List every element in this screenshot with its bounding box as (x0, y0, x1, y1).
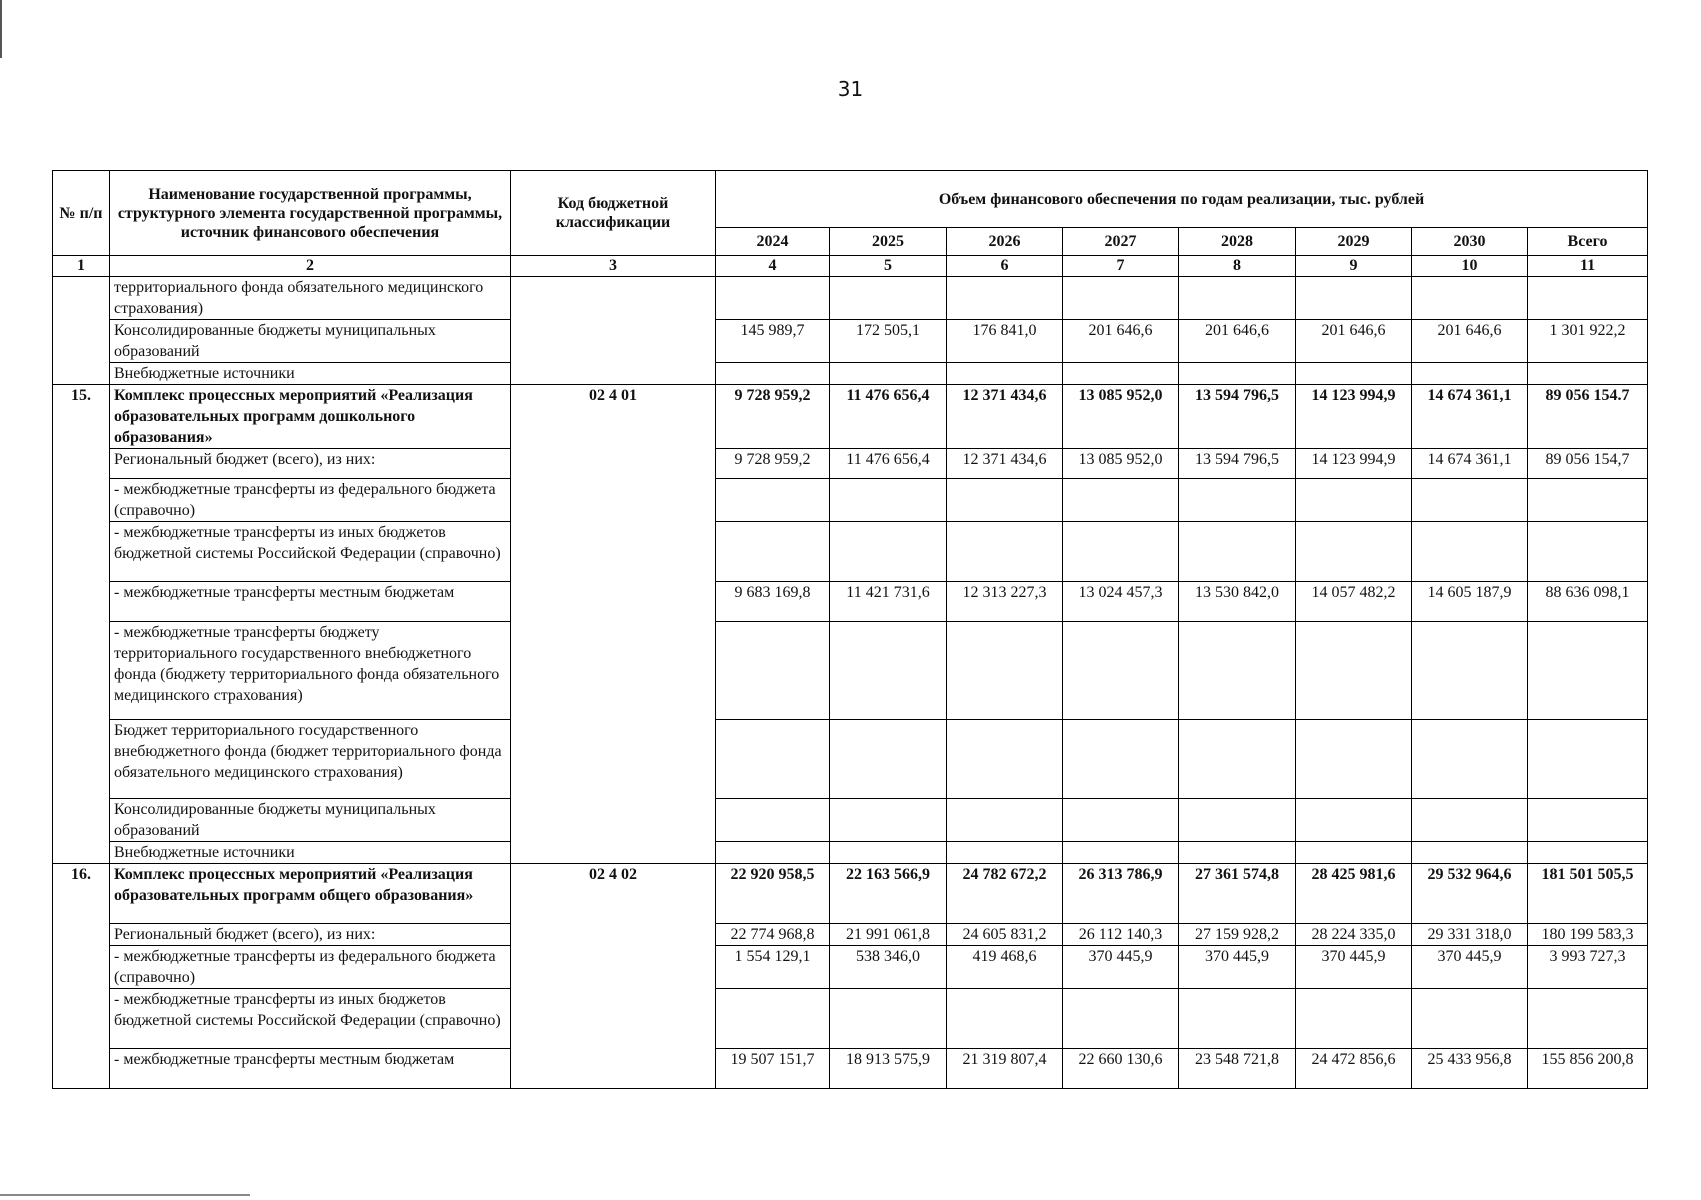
year-value-cell (947, 720, 1063, 799)
year-value-cell (830, 479, 947, 522)
column-number: 3 (511, 256, 716, 277)
year-value-cell: 14 674 361,1 (1412, 385, 1528, 449)
year-value-cell (1063, 989, 1179, 1049)
row-name: Региональный бюджет (всего), из них: (110, 449, 511, 479)
year-value-cell (1179, 479, 1296, 522)
table-row (53, 989, 1648, 1049)
year-value-cell (947, 363, 1063, 385)
year-value-cell (1296, 277, 1412, 320)
year-value-cell (1179, 989, 1296, 1049)
total-value-cell (1528, 842, 1648, 864)
header-year: 2025 (830, 228, 947, 256)
year-value-cell: 370 445,9 (1179, 946, 1296, 989)
year-value-cell (1296, 799, 1412, 842)
budget-code: 02 4 02 (511, 864, 716, 1089)
row-name: - межбюджетные трансферты из федерального бюджета (справочно) (110, 946, 511, 989)
year-value-cell: 12 313 227,3 (947, 582, 1063, 622)
year-value-cell: 24 605 831,2 (947, 924, 1063, 946)
year-value-cell: 11 421 731,6 (830, 582, 947, 622)
year-value-cell (947, 799, 1063, 842)
year-value-cell: 13 594 796,5 (1179, 385, 1296, 449)
total-value-cell (1528, 363, 1648, 385)
header-year: 2028 (1179, 228, 1296, 256)
year-value-cell (1296, 720, 1412, 799)
scan-edge-line (0, 0, 2, 58)
year-value-cell (1412, 522, 1528, 582)
year-value-cell: 201 646,6 (1412, 320, 1528, 363)
year-value-cell: 28 425 981,6 (1296, 864, 1412, 924)
table-body (53, 277, 1648, 1089)
year-value-cell (947, 989, 1063, 1049)
year-value-cell: 13 024 457,3 (1063, 582, 1179, 622)
column-number: 6 (947, 256, 1063, 277)
year-value-cell (947, 622, 1063, 720)
year-value-cell: 12 371 434,6 (947, 385, 1063, 449)
year-value-cell (830, 799, 947, 842)
row-name: Консолидированные бюджеты муниципальных образований (110, 799, 511, 842)
year-value-cell (1063, 522, 1179, 582)
year-value-cell (1179, 522, 1296, 582)
year-value-cell: 419 468,6 (947, 946, 1063, 989)
header-name: Наименование государственной программы, структурного элемента государственной программы, источник финансового обеспечения (110, 171, 511, 256)
row-name: Комплекс процессных мероприятий «Реализация образовательных программ дошкольного образования» (110, 385, 511, 449)
total-value-cell: 88 636 098,1 (1528, 582, 1648, 622)
row-name: Внебюджетные источники (110, 363, 511, 385)
year-value-cell (1296, 522, 1412, 582)
total-value-cell: 181 501 505,5 (1528, 864, 1648, 924)
year-value-cell: 24 472 856,6 (1296, 1049, 1412, 1089)
table-row (53, 582, 1648, 622)
year-value-cell: 25 433 956,8 (1412, 1049, 1528, 1089)
table-row (53, 320, 1648, 363)
year-value-cell (830, 363, 947, 385)
row-name: - межбюджетные трансферты из иных бюджетов бюджетной системы Российской Федерации (справочно) (110, 522, 511, 582)
total-value-cell (1528, 799, 1648, 842)
year-value-cell: 9 728 959,2 (716, 449, 830, 479)
header-total: Всего (1528, 228, 1648, 256)
year-value-cell (1179, 842, 1296, 864)
year-value-cell: 13 085 952,0 (1063, 449, 1179, 479)
row-number (53, 277, 110, 385)
year-value-cell (716, 479, 830, 522)
year-value-cell (830, 277, 947, 320)
year-value-cell (830, 522, 947, 582)
year-value-cell: 11 476 656,4 (830, 449, 947, 479)
budget-code (511, 277, 716, 385)
year-value-cell: 201 646,6 (1063, 320, 1179, 363)
year-value-cell (1412, 720, 1528, 799)
year-value-cell (1063, 277, 1179, 320)
year-value-cell: 14 123 994,9 (1296, 449, 1412, 479)
column-number: 1 (53, 256, 110, 277)
year-value-cell (1063, 842, 1179, 864)
column-number: 5 (830, 256, 947, 277)
row-name: территориального фонда обязательного медицинского страхования) (110, 277, 511, 320)
year-value-cell (1179, 720, 1296, 799)
year-value-cell (716, 522, 830, 582)
year-value-cell (716, 720, 830, 799)
year-value-cell (716, 277, 830, 320)
table-row (53, 522, 1648, 582)
column-number: 9 (1296, 256, 1412, 277)
year-value-cell (1296, 363, 1412, 385)
year-value-cell: 145 989,7 (716, 320, 830, 363)
total-value-cell (1528, 277, 1648, 320)
year-value-cell (1412, 363, 1528, 385)
row-name: Внебюджетные источники (110, 842, 511, 864)
row-name: Комплекс процессных мероприятий «Реализация образовательных программ общего образования» (110, 864, 511, 924)
total-value-cell: 3 993 727,3 (1528, 946, 1648, 989)
year-value-cell: 23 548 721,8 (1179, 1049, 1296, 1089)
year-value-cell: 201 646,6 (1296, 320, 1412, 363)
row-name: - межбюджетные трансферты местным бюджетам (110, 582, 511, 622)
total-value-cell: 180 199 583,3 (1528, 924, 1648, 946)
year-value-cell: 27 159 928,2 (1179, 924, 1296, 946)
row-number: 15. (53, 385, 110, 864)
table-row (53, 720, 1648, 799)
year-value-cell: 14 057 482,2 (1296, 582, 1412, 622)
row-name: - межбюджетные трансферты из федерального бюджета (справочно) (110, 479, 511, 522)
year-value-cell: 28 224 335,0 (1296, 924, 1412, 946)
table-row (53, 864, 1648, 924)
year-value-cell (1063, 479, 1179, 522)
year-value-cell: 21 319 807,4 (947, 1049, 1063, 1089)
year-value-cell: 18 913 575,9 (830, 1049, 947, 1089)
header-year: 2030 (1412, 228, 1528, 256)
year-value-cell: 22 774 968,8 (716, 924, 830, 946)
year-value-cell: 172 505,1 (830, 320, 947, 363)
row-number: 16. (53, 864, 110, 1089)
header-year: 2027 (1063, 228, 1179, 256)
total-value-cell: 89 056 154.7 (1528, 385, 1648, 449)
column-number: 4 (716, 256, 830, 277)
total-value-cell (1528, 989, 1648, 1049)
header-year: 2026 (947, 228, 1063, 256)
year-value-cell (830, 720, 947, 799)
column-number: 7 (1063, 256, 1179, 277)
table-row (53, 363, 1648, 385)
year-value-cell (1296, 989, 1412, 1049)
row-name: - межбюджетные трансферты местным бюджетам (110, 1049, 511, 1089)
year-value-cell (1179, 799, 1296, 842)
total-value-cell (1528, 522, 1648, 582)
year-value-cell: 14 674 361,1 (1412, 449, 1528, 479)
year-value-cell (716, 363, 830, 385)
row-name: - межбюджетные трансферты бюджету территориального государственного внебюджетного фонда (бюджету территориального фонда обязательного медицинского страхования) (110, 622, 511, 720)
year-value-cell (716, 989, 830, 1049)
table-row (53, 1049, 1648, 1089)
table-row (53, 622, 1648, 720)
year-value-cell (830, 622, 947, 720)
year-value-cell: 9 728 959,2 (716, 385, 830, 449)
row-name: - межбюджетные трансферты из иных бюджетов бюджетной системы Российской Федерации (справочно) (110, 989, 511, 1049)
year-value-cell (947, 277, 1063, 320)
year-value-cell: 370 445,9 (1296, 946, 1412, 989)
year-value-cell (1296, 622, 1412, 720)
year-value-cell: 26 313 786,9 (1063, 864, 1179, 924)
total-value-cell (1528, 479, 1648, 522)
year-value-cell: 538 346,0 (830, 946, 947, 989)
year-value-cell (1179, 622, 1296, 720)
year-value-cell (1296, 842, 1412, 864)
year-value-cell (1412, 479, 1528, 522)
year-value-cell (716, 842, 830, 864)
column-number: 11 (1528, 256, 1648, 277)
table-row (53, 842, 1648, 864)
year-value-cell: 22 920 958,5 (716, 864, 830, 924)
header-no: № п/п (53, 171, 110, 256)
year-value-cell: 24 782 672,2 (947, 864, 1063, 924)
total-value-cell (1528, 622, 1648, 720)
year-value-cell: 22 660 130,6 (1063, 1049, 1179, 1089)
table-row (53, 385, 1648, 449)
row-name: Региональный бюджет (всего), из них: (110, 924, 511, 946)
year-value-cell: 370 445,9 (1412, 946, 1528, 989)
total-value-cell (1528, 720, 1648, 799)
year-value-cell: 27 361 574,8 (1179, 864, 1296, 924)
year-value-cell (830, 989, 947, 1049)
year-value-cell: 9 683 169,8 (716, 582, 830, 622)
year-value-cell: 370 445,9 (1063, 946, 1179, 989)
year-value-cell: 13 530 842,0 (1179, 582, 1296, 622)
year-value-cell (1179, 363, 1296, 385)
column-number: 10 (1412, 256, 1528, 277)
column-number-row (53, 256, 1648, 277)
column-number: 8 (1179, 256, 1296, 277)
year-value-cell: 13 085 952,0 (1063, 385, 1179, 449)
year-value-cell: 29 532 964,6 (1412, 864, 1528, 924)
year-value-cell (947, 522, 1063, 582)
year-value-cell: 22 163 566,9 (830, 864, 947, 924)
year-value-cell (1412, 277, 1528, 320)
column-number: 2 (110, 256, 511, 277)
financing-table (52, 170, 1648, 1089)
header-year: 2029 (1296, 228, 1412, 256)
year-value-cell: 201 646,6 (1179, 320, 1296, 363)
row-name: Бюджет территориального государственного внебюджетного фонда (бюджет территориального фонда обязательного медицинского страхования) (110, 720, 511, 799)
year-value-cell (947, 842, 1063, 864)
year-value-cell: 1 554 129,1 (716, 946, 830, 989)
budget-code: 02 4 01 (511, 385, 716, 864)
table-row (53, 946, 1648, 989)
year-value-cell (716, 799, 830, 842)
total-value-cell: 1 301 922,2 (1528, 320, 1648, 363)
table-row (53, 924, 1648, 946)
year-value-cell: 14 605 187,9 (1412, 582, 1528, 622)
year-value-cell: 14 123 994,9 (1296, 385, 1412, 449)
year-value-cell (830, 842, 947, 864)
year-value-cell (1063, 622, 1179, 720)
year-value-cell: 11 476 656,4 (830, 385, 947, 449)
scan-edge-line (0, 1194, 250, 1196)
year-value-cell (1412, 799, 1528, 842)
year-value-cell (1063, 720, 1179, 799)
table-row (53, 449, 1648, 479)
total-value-cell: 89 056 154,7 (1528, 449, 1648, 479)
year-value-cell: 21 991 061,8 (830, 924, 947, 946)
year-value-cell (1412, 989, 1528, 1049)
year-value-cell (716, 622, 830, 720)
header-code: Код бюджетной классификации (511, 171, 716, 256)
year-value-cell: 19 507 151,7 (716, 1049, 830, 1089)
year-value-cell (1179, 277, 1296, 320)
year-value-cell (1063, 799, 1179, 842)
year-value-cell: 12 371 434,6 (947, 449, 1063, 479)
total-value-cell: 155 856 200,8 (1528, 1049, 1648, 1089)
year-value-cell (1063, 363, 1179, 385)
table-row (53, 799, 1648, 842)
header-year: 2024 (716, 228, 830, 256)
page-number: 31 (837, 77, 864, 101)
header-volume: Объем финансового обеспечения по годам реализации, тыс. рублей (716, 171, 1648, 228)
year-value-cell: 26 112 140,3 (1063, 924, 1179, 946)
year-value-cell (1412, 842, 1528, 864)
year-value-cell (1296, 479, 1412, 522)
year-value-cell: 13 594 796,5 (1179, 449, 1296, 479)
year-value-cell: 176 841,0 (947, 320, 1063, 363)
table-row (53, 277, 1648, 320)
year-value-cell (1412, 622, 1528, 720)
table-row (53, 479, 1648, 522)
year-value-cell (947, 479, 1063, 522)
row-name: Консолидированные бюджеты муниципальных образований (110, 320, 511, 363)
year-value-cell: 29 331 318,0 (1412, 924, 1528, 946)
